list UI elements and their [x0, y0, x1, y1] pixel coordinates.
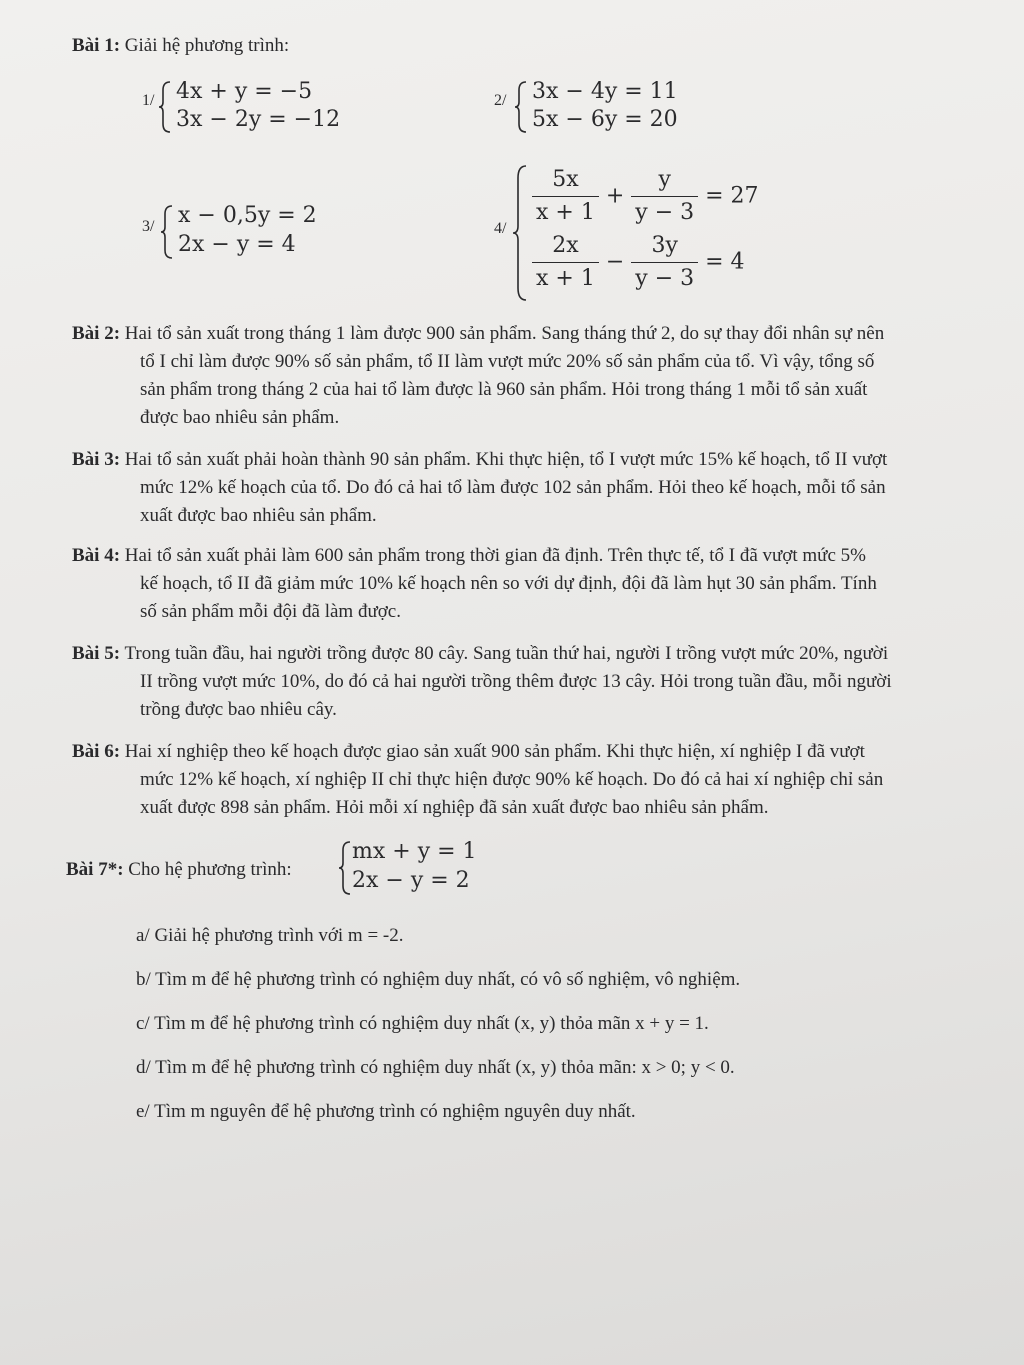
bai6-line1: Hai xí nghiệp theo kế hoạch được giao sản xuất 900 sản phẩm. Khi thực hiện, xí nghiệp I đã vượt: [124, 741, 865, 762]
system-2-eq1: 3x − 4y = 11: [532, 79, 678, 104]
bai5-label: Bài 5:: [72, 643, 121, 664]
system-3-eq1: x − 0,5y = 2: [178, 203, 317, 228]
fraction: [631, 232, 698, 293]
bai3-line3: xuất được bao nhiêu sản phẩm.: [140, 505, 377, 526]
operator: −: [605, 249, 625, 275]
fraction: [532, 232, 599, 293]
system-4-row1: [532, 166, 759, 227]
system-2-eq2: 5x − 6y = 20: [532, 107, 678, 132]
bai7-eq1: mx + y = 1: [352, 839, 477, 864]
fraction: [631, 166, 698, 227]
system-4-number: 4/: [494, 220, 507, 237]
bai6-problem: [72, 738, 865, 766]
bai2-line1: Hai tổ sản xuất trong tháng 1 làm được 900 sản phẩm. Sang tháng thứ 2, do sự thay đổi nhân sự nên: [124, 323, 885, 344]
brace-icon: [512, 164, 528, 302]
bai5-problem: [72, 640, 888, 668]
bai6-label: Bài 6:: [72, 741, 121, 762]
bai7-part-c: c/ Tìm m để hệ phương trình có nghiệm duy nhất (x, y) thỏa mãn x + y = 1.: [136, 1013, 709, 1034]
bai4-line3: số sản phẩm mỗi đội đã làm được.: [140, 601, 401, 622]
bai7-heading: [66, 856, 292, 884]
bai3-problem: [72, 446, 887, 474]
denominator: y − 3: [635, 200, 695, 225]
fraction: [532, 166, 599, 227]
bai1-label: Bài 1:: [72, 35, 121, 56]
bai2-line2: tổ I chỉ làm được 90% số sản phẩm, tổ II làm vượt mức 20% số sản phẩm của tổ. Vì vậy, tổng số: [140, 351, 875, 372]
denominator: x + 1: [536, 200, 595, 225]
bai3-line2: mức 12% kế hoạch của tổ. Do đó cả hai tổ làm được 102 sản phẩm. Hỏi theo kế hoạch, mỗi tổ sản: [140, 477, 886, 498]
bai2-problem: [72, 320, 884, 348]
bai5-line3: trồng được bao nhiêu cây.: [140, 699, 337, 720]
brace-icon: [514, 80, 528, 134]
bai7-part-d: d/ Tìm m để hệ phương trình có nghiệm duy nhất (x, y) thỏa mãn: x > 0; y < 0.: [136, 1057, 735, 1078]
system-4-row2: [532, 232, 745, 293]
bai7-label: Bài 7*:: [66, 859, 124, 880]
bai7-intro: Cho hệ phương trình:: [128, 859, 292, 880]
system-3-number: 3/: [142, 218, 155, 235]
bai1-heading: [72, 32, 289, 60]
system-1-eq2: 3x − 2y = −12: [176, 107, 341, 132]
bai3-line1: Hai tổ sản xuất phải hoàn thành 90 sản phẩm. Khi thực hiện, tổ I vượt mức 15% kế hoạch, tổ II vượt: [124, 449, 888, 470]
system-2-number: 2/: [494, 92, 507, 109]
denominator: y − 3: [635, 266, 695, 291]
brace-icon: [160, 204, 174, 260]
bai6-line3: xuất được 898 sản phẩm. Hỏi mỗi xí nghiệp đã sản xuất được bao nhiêu sản phẩm.: [140, 797, 769, 818]
numerator: 3y: [631, 232, 698, 263]
bai4-line1: Hai tổ sản xuất phải làm 600 sản phẩm trong thời gian đã định. Trên thực tế, tổ I đã vượt mức 5%: [124, 545, 866, 566]
bai6-line2: mức 12% kế hoạch, xí nghiệp II chỉ thực hiện được 90% kế hoạch. Do đó cả hai xí nghiệp chỉ sản: [140, 769, 884, 790]
brace-icon: [338, 840, 352, 896]
bai5-line2: II trồng vượt mức 10%, do đó cả hai người trồng thêm được 13 cây. Hỏi trong tuần đầu, mỗi người: [140, 671, 892, 692]
right-hand-side: = 4: [705, 249, 745, 275]
bai1-title: Giải hệ phương trình:: [124, 35, 290, 56]
system-3-eq2: 2x − y = 4: [178, 232, 296, 257]
bai5-line1: Trong tuần đầu, hai người trồng được 80 cây. Sang tuần thứ hai, người I trồng vượt mức 20%, người: [124, 643, 889, 664]
bai7-part-e: e/ Tìm m nguyên để hệ phương trình có nghiệm nguyên duy nhất.: [136, 1101, 636, 1122]
denominator: x + 1: [536, 266, 595, 291]
numerator: 5x: [532, 166, 599, 197]
bai3-label: Bài 3:: [72, 449, 121, 470]
bai4-line2: kế hoạch, tổ II đã giảm mức 10% kế hoạch nên so với dự định, đội đã làm hụt 30 sản phẩm. Tính: [140, 573, 877, 594]
bai7-part-a: a/ Giải hệ phương trình với m = -2.: [136, 925, 404, 946]
numerator: y: [631, 166, 698, 197]
bai4-label: Bài 4:: [72, 545, 121, 566]
brace-icon: [158, 80, 172, 134]
bai7-eq2: 2x − y = 2: [352, 868, 470, 893]
bai4-problem: [72, 542, 866, 570]
operator: +: [605, 183, 625, 209]
right-hand-side: = 27: [705, 183, 759, 209]
system-1-eq1: 4x + y = −5: [176, 79, 313, 104]
bai2-line3: sản phẩm trong tháng 2 của hai tổ làm được là 960 sản phẩm. Hỏi trong tháng 1 mỗi tổ sản xuất: [140, 379, 868, 400]
bai7-part-b: b/ Tìm m để hệ phương trình có nghiệm duy nhất, có vô số nghiệm, vô nghiệm.: [136, 969, 741, 990]
numerator: 2x: [532, 232, 599, 263]
bai2-label: Bài 2:: [72, 323, 121, 344]
system-1-number: 1/: [142, 92, 155, 109]
bai2-line4: được bao nhiêu sản phẩm.: [140, 407, 340, 428]
